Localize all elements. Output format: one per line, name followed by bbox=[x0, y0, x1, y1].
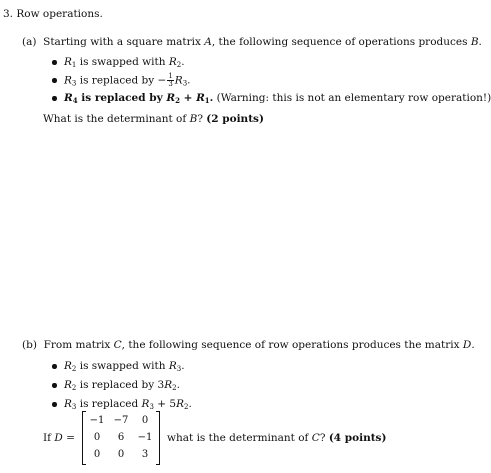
op-end: . bbox=[181, 56, 185, 68]
op-symbol: R bbox=[174, 74, 183, 87]
question-matrix: C bbox=[311, 432, 320, 444]
d-label: D bbox=[54, 432, 63, 444]
question-prefix: what is the determinant of bbox=[167, 432, 312, 444]
question-matrix: B bbox=[189, 113, 198, 125]
op-subscript: 3 bbox=[71, 403, 77, 411]
op-subscript: 2 bbox=[176, 61, 182, 69]
op-subscript: 3 bbox=[149, 403, 154, 411]
matrix-cell: 0 bbox=[117, 449, 125, 460]
points-label: (2 points) bbox=[206, 113, 264, 125]
op-warning: (Warning: this is not an elementary row operation!) bbox=[213, 92, 491, 104]
matrix-cell: −7 bbox=[113, 415, 129, 426]
op-subscript: 1 bbox=[71, 61, 77, 69]
op-subscript: 2 bbox=[175, 96, 180, 105]
part-b-op-2 bbox=[64, 378, 180, 392]
part-b-matrix-d: D bbox=[462, 339, 472, 351]
op-subscript: 2 bbox=[71, 365, 77, 373]
bracket-corner bbox=[82, 411, 86, 412]
op-text: is replaced by − bbox=[76, 74, 167, 87]
op-subscript: 4 bbox=[72, 96, 78, 105]
part-b-op-1 bbox=[64, 359, 185, 373]
op-end: . bbox=[176, 379, 180, 391]
matrix-d bbox=[82, 412, 160, 464]
part-b-intro-mid: , the following sequence of row operations produces the matrix bbox=[121, 339, 463, 351]
matrix-cell: 6 bbox=[117, 432, 125, 443]
matrix-cell: 0 bbox=[93, 449, 101, 460]
matrix-cell: 3 bbox=[141, 449, 149, 460]
op-text: is replaced bbox=[76, 398, 142, 410]
fraction-denominator: 3 bbox=[168, 80, 173, 88]
op-symbol: R bbox=[168, 360, 177, 372]
op-plus: + 5 bbox=[153, 398, 177, 410]
part-a-label: (a) bbox=[22, 36, 37, 48]
bullet-icon bbox=[52, 364, 57, 369]
matrix-cell: 0 bbox=[141, 415, 149, 426]
op-subscript: 3 bbox=[182, 79, 188, 88]
op-symbol: R bbox=[141, 398, 150, 410]
fraction bbox=[167, 73, 173, 88]
op-symbol: R bbox=[64, 56, 72, 68]
op-subscript: 3 bbox=[176, 365, 182, 373]
op-end: . bbox=[209, 92, 214, 104]
bracket-corner bbox=[82, 464, 86, 465]
question-title: Row operations. bbox=[16, 8, 103, 20]
bracket-corner bbox=[156, 411, 160, 412]
op-subscript: 2 bbox=[183, 403, 189, 411]
bracket-corner bbox=[156, 464, 160, 465]
op-symbol: R bbox=[64, 360, 72, 372]
op-symbol: R bbox=[64, 92, 73, 104]
matrix-cell: −1 bbox=[89, 415, 105, 426]
bullet-icon bbox=[52, 96, 57, 101]
part-a-question bbox=[43, 112, 264, 126]
bullet-icon bbox=[52, 60, 57, 65]
question-end: ? bbox=[197, 113, 203, 125]
part-a-op-3 bbox=[64, 91, 491, 105]
op-subscript: 2 bbox=[172, 384, 177, 392]
op-subscript: 1 bbox=[204, 96, 210, 105]
op-text: is swapped with bbox=[76, 56, 169, 68]
part-b-intro-prefix: From matrix bbox=[43, 339, 114, 351]
part-b-matrix-c: C bbox=[113, 339, 122, 351]
op-end: . bbox=[188, 398, 192, 410]
op-symbol: R bbox=[168, 56, 177, 68]
bullet-icon bbox=[52, 383, 57, 388]
op-end: . bbox=[181, 360, 185, 372]
matrix-cell: 0 bbox=[93, 432, 101, 443]
matrix-cell: −1 bbox=[137, 432, 153, 443]
op-symbol: R bbox=[176, 398, 184, 410]
op-text: is replaced by bbox=[77, 92, 167, 104]
op-plus: + bbox=[179, 92, 197, 104]
if-d-equals bbox=[43, 431, 75, 445]
equals-sign: = bbox=[62, 432, 75, 444]
part-a-matrix-b: B bbox=[470, 36, 479, 48]
part-b-intro-end: . bbox=[471, 339, 475, 351]
op-symbol: R bbox=[64, 398, 72, 410]
op-symbol: R bbox=[196, 92, 205, 104]
points-label: (4 points) bbox=[328, 432, 387, 444]
part-a-intro-mid: , the following sequence of operations produces bbox=[211, 36, 471, 48]
part-a-matrix-a: A bbox=[204, 36, 212, 48]
op-text: is replaced by 3 bbox=[76, 379, 165, 391]
question-number: 3. bbox=[3, 8, 14, 20]
part-a-op-2 bbox=[64, 73, 191, 88]
op-symbol: R bbox=[166, 92, 176, 104]
op-end: . bbox=[187, 74, 191, 87]
op-subscript: 3 bbox=[71, 79, 77, 88]
part-a-intro-prefix: Starting with a square matrix bbox=[43, 36, 205, 48]
part-b-intro bbox=[22, 338, 475, 352]
question-end: ? bbox=[319, 432, 326, 444]
bullet-icon bbox=[52, 402, 57, 407]
part-a-op-1 bbox=[64, 55, 185, 69]
if-label: If bbox=[43, 432, 55, 444]
part-b-label: (b) bbox=[22, 339, 37, 351]
op-symbol: R bbox=[164, 379, 173, 391]
fraction-numerator: 1 bbox=[168, 72, 173, 80]
op-subscript: 2 bbox=[71, 384, 77, 392]
op-symbol: R bbox=[64, 74, 72, 87]
part-a-intro bbox=[22, 35, 482, 49]
op-symbol: R bbox=[64, 379, 72, 391]
part-b-op-3 bbox=[64, 397, 192, 411]
part-a-intro-end: . bbox=[478, 36, 482, 48]
question-heading bbox=[3, 7, 103, 21]
question-prefix: What is the determinant of bbox=[43, 113, 190, 125]
op-text: is swapped with bbox=[76, 360, 169, 372]
bullet-icon bbox=[52, 78, 57, 83]
part-b-question bbox=[167, 431, 386, 445]
